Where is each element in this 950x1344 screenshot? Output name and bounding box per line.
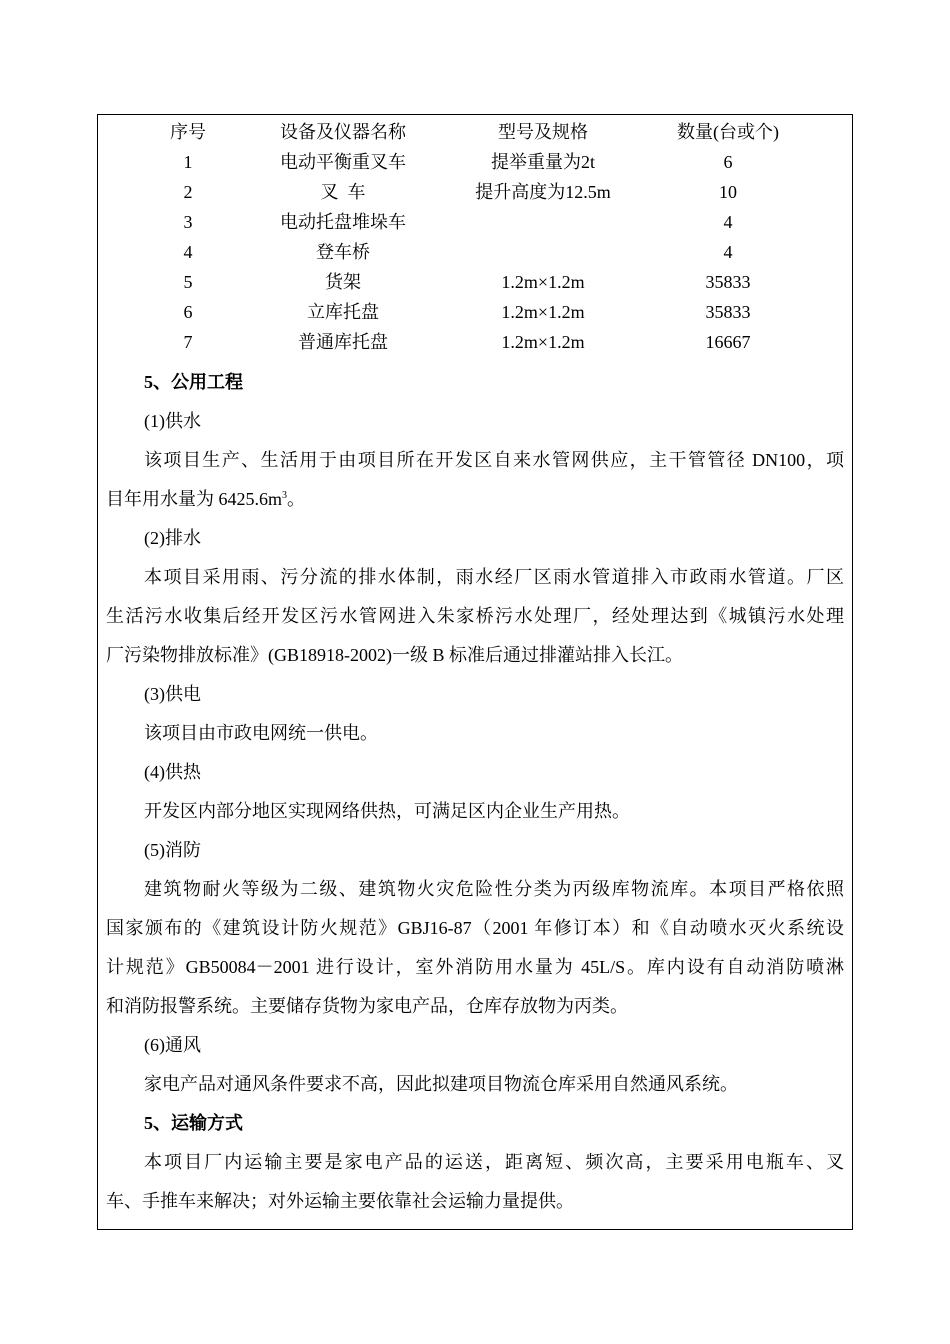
table-cell: 2 [183,182,193,202]
subheading-power: (3)供电 [144,684,201,704]
table-cell: 叉 车 [320,182,366,202]
table-row [98,147,852,177]
table-row [98,177,852,207]
table-cell: 35833 [705,272,751,292]
section-heading-transport: 5、运输方式 [144,1113,243,1133]
superscript: 3 [282,490,288,501]
paragraph-line: 本项目采用雨、污分流的排水体制，雨水经厂区雨水管道排入市政雨水管道。厂区 [144,567,844,587]
table-row [98,207,852,237]
paragraph-text: 。 [287,489,306,509]
table-cell: 10 [719,182,737,202]
paragraph-text: 目年用水量为 6425.6m [106,489,283,509]
paragraph-line: 生活污水收集后经开发区污水管网进入朱家桥污水处理厂，经处理达到《城镇污水处理 [106,606,844,626]
table-cell: 立库托盘 [307,302,379,322]
table-header-cell: 序号 [170,122,206,142]
table-cell: 35833 [705,302,751,322]
table-cell: 电动托盘堆垛车 [280,212,406,232]
subheading-heating: (4)供热 [144,762,201,782]
table-cell: 登车桥 [316,242,370,262]
table-cell: 6 [723,152,733,172]
paragraph-line: 厂污染物排放标准》(GB18918-2002)一级 B 标准后通过排灌站排入长江。 [106,645,683,665]
table-cell: 1.2m×1.2m [501,302,585,322]
table-cell: 16667 [705,332,751,352]
table-row [98,237,852,267]
table-cell: 货架 [325,272,361,292]
table-cell: 1 [183,152,193,172]
paragraph-line: 家电产品对通风条件要求不高，因此拟建项目物流仓库采用自然通风系统。 [144,1074,738,1094]
table-cell: 5 [183,272,193,292]
table-cell: 3 [183,212,193,232]
paragraph-line: 该项目由市政电网统一供电。 [144,723,378,743]
section-heading-utilities: 5、公用工程 [144,372,243,392]
paragraph-line [106,480,844,518]
subheading-water-supply: (1)供水 [144,411,201,431]
table-cell: 4 [723,242,733,262]
table-header-cell: 数量(台或个) [677,122,779,142]
subheading-fire: (5)消防 [144,840,201,860]
paragraph-line: 国家颁布的《建筑设计防火规范》GBJ16-87（2001 年修订本）和《自动喷水灭火系统设 [106,918,844,938]
table-cell: 提举重量为2t [490,152,595,172]
table-cell: 4 [183,242,193,262]
table-row [98,327,852,357]
table-row [98,297,852,327]
paragraph-line: 和消防报警系统。主要储存货物为家电产品，仓库存放物为丙类。 [106,996,628,1016]
table-header-row [98,117,852,147]
table-header-cell: 型号及规格 [498,122,588,142]
table-cell: 1.2m×1.2m [501,272,585,292]
subheading-drainage: (2)排水 [144,528,201,548]
table-cell: 6 [183,302,193,322]
table-cell: 提升高度为12.5m [475,182,611,202]
paragraph-line: 本项目厂内运输主要是家电产品的运送，距离短、频次高，主要采用电瓶车、叉 [144,1152,844,1172]
paragraph-line: 建筑物耐火等级为二级、建筑物火灾危险性分类为丙级库物流库。本项目严格依照 [144,879,844,899]
paragraph-line: 该项目生产、生活用于由项目所在开发区自来水管网供应，主干管管径 DN100，项 [144,450,844,470]
table-header-cell: 设备及仪器名称 [280,122,406,142]
table-row [98,267,852,297]
paragraph-line: 车、手推车来解决；对外运输主要依靠社会运输力量提供。 [106,1191,574,1211]
subheading-ventilation: (6)通风 [144,1035,201,1055]
paragraph-line: 计规范》GB50084－2001 进行设计，室外消防用水量为 45L/S。库内设有自动消防喷淋 [106,957,844,977]
table-cell: 1.2m×1.2m [501,332,585,352]
table-cell: 7 [183,332,193,352]
table-cell: 普通库托盘 [298,332,388,352]
paragraph-line: 开发区内部分地区实现网络供热，可满足区内企业生产用热。 [144,801,630,821]
table-cell: 4 [723,212,733,232]
content-frame [97,114,853,1230]
table-cell: 电动平衡重叉车 [280,152,406,172]
